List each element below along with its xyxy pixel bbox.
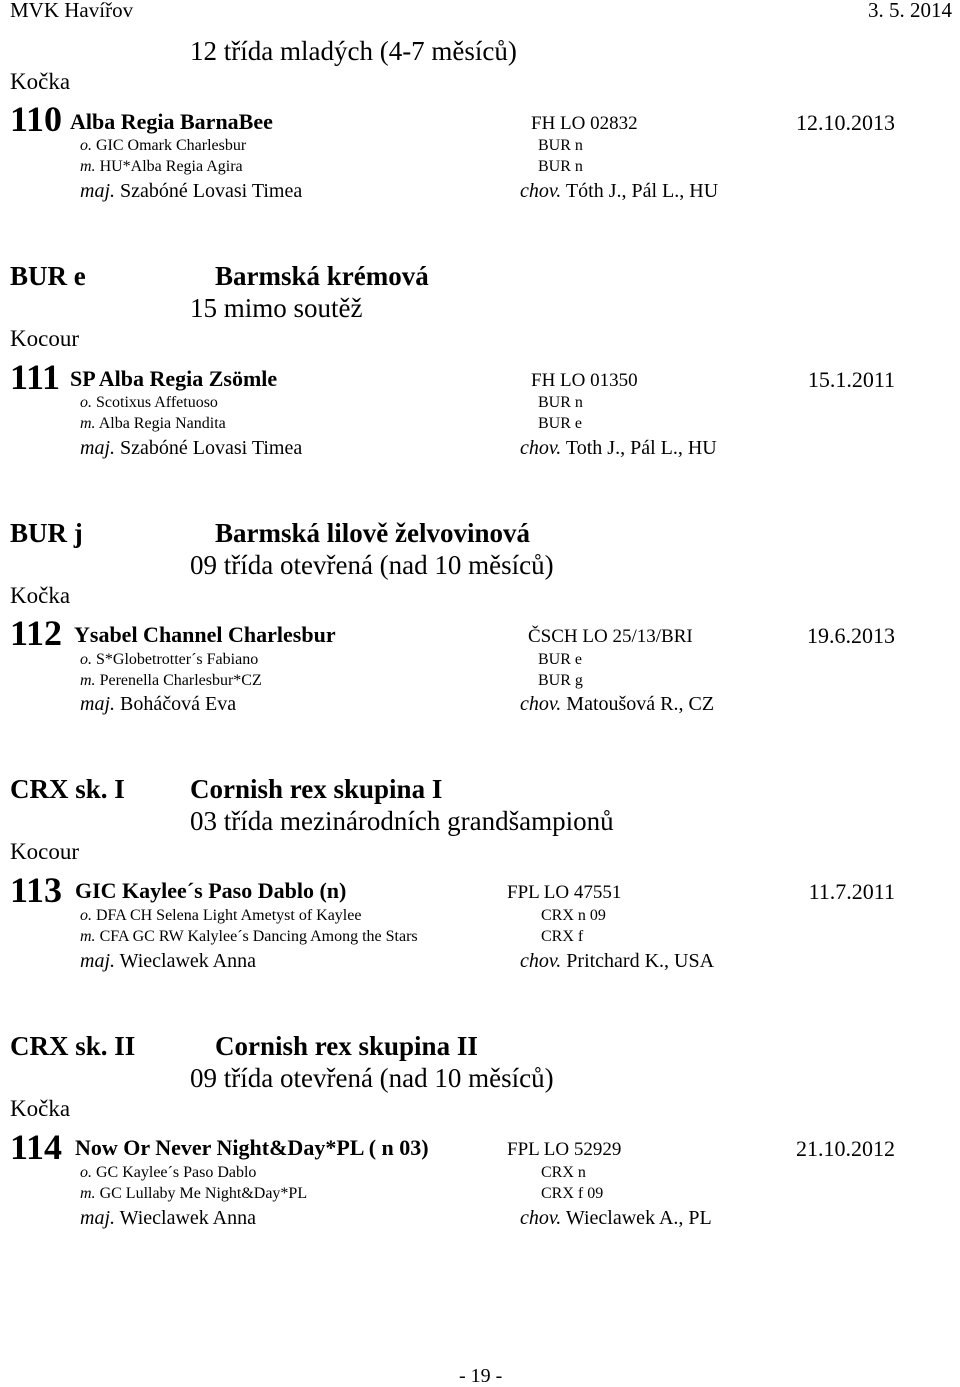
class-title: 09 třída otevřená (nad 10 měsíců) — [190, 550, 554, 580]
father-color: BUR e — [538, 651, 582, 668]
father-line: o. GC Kaylee´s Paso Dablo — [80, 1164, 257, 1181]
registration-number: FPL LO 47551 — [507, 882, 622, 903]
father-color: CRX n — [541, 1164, 586, 1181]
registration-number: FH LO 02832 — [531, 113, 638, 134]
registration-number: FH LO 01350 — [531, 370, 638, 391]
group-code: CRX sk. I — [10, 774, 125, 804]
header-date: 3. 5. 2014 — [868, 0, 952, 22]
owner-line: maj. Boháčová Eva — [80, 693, 237, 715]
mother-color: BUR g — [538, 672, 583, 689]
owner-line: maj. Szabóné Lovasi Timea — [80, 437, 303, 459]
class-title: 15 mimo soutěž — [190, 293, 363, 323]
breeder-line: chov. Wieclawek A., PL — [520, 1207, 712, 1229]
mother-line: m. Alba Regia Nandita — [80, 415, 226, 432]
father-color: BUR n — [538, 394, 583, 411]
cat-name: Ysabel Channel Charlesbur — [74, 622, 336, 647]
entry-number: 110 — [10, 99, 63, 139]
father-line: o. S*Globetrotter´s Fabiano — [80, 651, 259, 668]
class-title: 03 třída mezinárodních grandšampionů — [190, 806, 614, 836]
breeder-line: chov. Pritchard K., USA — [520, 950, 715, 972]
entry-number: 112 — [10, 613, 63, 653]
sex-label: Kocour — [10, 326, 79, 351]
group-name: Cornish rex skupina I — [190, 774, 443, 804]
father-line: o. GIC Omark Charlesbur — [80, 137, 247, 154]
group-name: Barmská lilově želvovinová — [215, 518, 530, 548]
sex-label: Kočka — [10, 69, 71, 94]
entry-number: 111 — [10, 357, 61, 397]
birth-date: 12.10.2013 — [796, 110, 895, 135]
mother-line: m. HU*Alba Regia Agira — [80, 158, 243, 175]
mother-color: CRX f 09 — [541, 1185, 604, 1202]
mother-line: m. CFA GC RW Kalylee´s Dancing Among the Stars — [80, 928, 418, 945]
father-line: o. Scotixus Affetuoso — [80, 394, 218, 411]
father-color: CRX n 09 — [541, 907, 606, 924]
sex-label: Kočka — [10, 1096, 71, 1121]
class-title: 09 třída otevřená (nad 10 měsíců) — [190, 1063, 554, 1093]
registration-number: ČSCH LO 25/13/BRI — [528, 626, 693, 647]
father-color: BUR n — [538, 137, 583, 154]
group-code: BUR j — [10, 518, 83, 548]
owner-line: maj. Wieclawek Anna — [80, 950, 256, 972]
mother-line: m. GC Lullaby Me Night&Day*PL — [80, 1185, 308, 1202]
entry-number: 114 — [10, 1127, 63, 1167]
birth-date: 11.7.2011 — [808, 879, 895, 904]
group-name: Cornish rex skupina II — [215, 1031, 478, 1061]
group-code: BUR e — [10, 261, 86, 291]
owner-line: maj. Szabóné Lovasi Timea — [80, 180, 303, 202]
sex-label: Kocour — [10, 839, 79, 864]
entry-number: 113 — [10, 870, 63, 910]
class-title: 12 třída mladých (4-7 měsíců) — [190, 36, 517, 66]
birth-date: 19.6.2013 — [807, 623, 895, 648]
cat-name: GIC Kaylee´s Paso Dablo (n) — [75, 878, 347, 903]
header-title: MVK Havířov — [10, 0, 134, 22]
mother-color: BUR e — [538, 415, 582, 432]
group-name: Barmská krémová — [215, 261, 429, 291]
cat-name: Now Or Never Night&Day*PL ( n 03) — [75, 1135, 429, 1160]
mother-color: CRX f — [541, 928, 584, 945]
mother-color: BUR n — [538, 158, 583, 175]
owner-line: maj. Wieclawek Anna — [80, 1207, 256, 1229]
cat-name: Alba Regia BarnaBee — [70, 109, 273, 134]
cat-name: SP Alba Regia Zsömle — [70, 366, 278, 391]
birth-date: 15.1.2011 — [807, 367, 895, 392]
page-number: - 19 - — [459, 1365, 503, 1387]
birth-date: 21.10.2012 — [796, 1136, 895, 1161]
breeder-line: chov. Tóth J., Pál L., HU — [520, 180, 719, 202]
sex-label: Kočka — [10, 583, 71, 608]
breeder-line: chov. Matoušová R., CZ — [520, 693, 715, 715]
mother-line: m. Perenella Charlesbur*CZ — [80, 672, 262, 689]
group-code: CRX sk. II — [10, 1031, 136, 1061]
registration-number: FPL LO 52929 — [507, 1139, 622, 1160]
breeder-line: chov. Toth J., Pál L., HU — [520, 437, 717, 459]
father-line: o. DFA CH Selena Light Ametyst of Kaylee — [80, 907, 362, 924]
